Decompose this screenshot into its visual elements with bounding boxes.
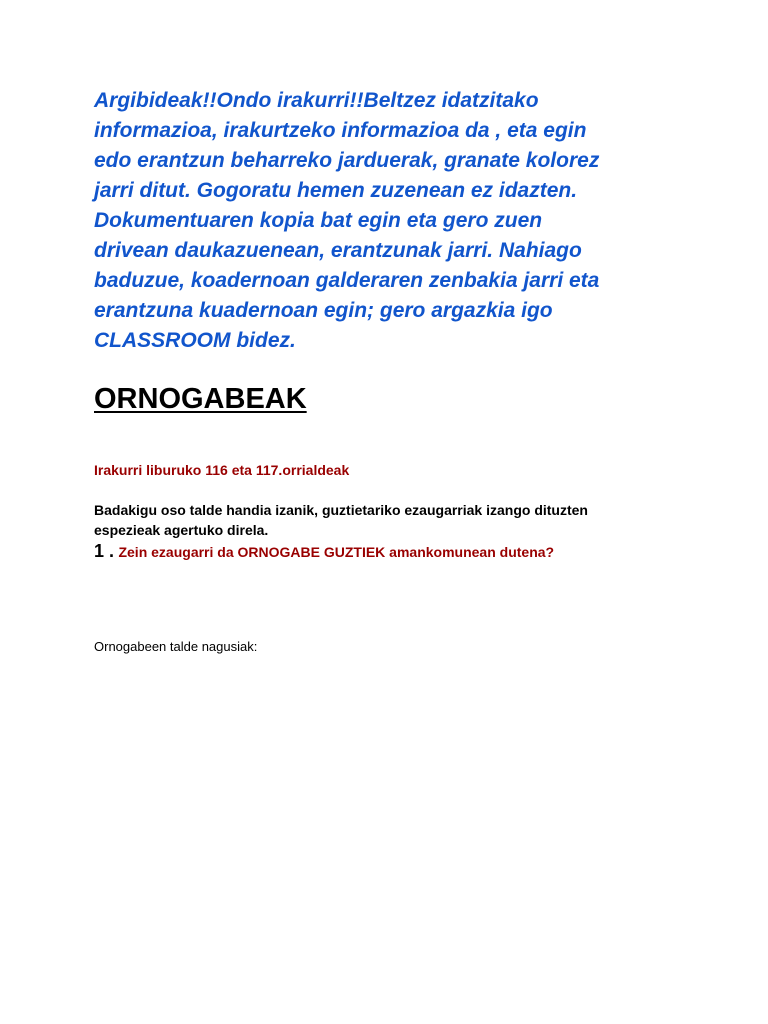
question-1 bbox=[94, 541, 554, 562]
question-number: 1 . bbox=[94, 541, 115, 561]
instructions-line: erantzuna kuadernoan egin; gero argazkia igo bbox=[94, 299, 553, 322]
instructions-line: edo erantzun beharreko jarduerak, granate kolorez bbox=[94, 149, 600, 172]
question-text: Zein ezaugarri da ORNOGABE GUZTIEK amankomunean dutena? bbox=[118, 544, 555, 560]
reading-instruction: Irakurri liburuko 116 eta 117.orrialdeak bbox=[94, 462, 350, 478]
groups-label: Ornogabeen talde nagusiak: bbox=[94, 639, 258, 654]
instructions-line: Argibideak!!Ondo irakurri!!Beltzez idatzitako bbox=[94, 89, 539, 112]
instructions-line: Dokumentuaren kopia bat egin eta gero zuen bbox=[94, 209, 543, 232]
instructions-line: jarri ditut. Gogoratu hemen zuzenean ez idazten. bbox=[94, 179, 578, 202]
intro-line: espezieak agertuko direla. bbox=[94, 522, 269, 538]
instructions-line: drivean daukazuenean, erantzunak jarri. Nahiago bbox=[94, 239, 582, 262]
page-title: ORNOGABEAK bbox=[94, 383, 307, 415]
instructions-paragraph bbox=[94, 86, 694, 356]
intro-paragraph bbox=[94, 500, 588, 540]
intro-line: Badakigu oso talde handia izanik, guztietariko ezaugarriak izango dituzten bbox=[94, 502, 588, 518]
instructions-line: informazioa, irakurtzeko informazioa da , eta egin bbox=[94, 119, 587, 142]
instructions-line: baduzue, koadernoan galderaren zenbakia jarri eta bbox=[94, 269, 600, 292]
instructions-line: CLASSROOM bidez. bbox=[94, 329, 296, 352]
